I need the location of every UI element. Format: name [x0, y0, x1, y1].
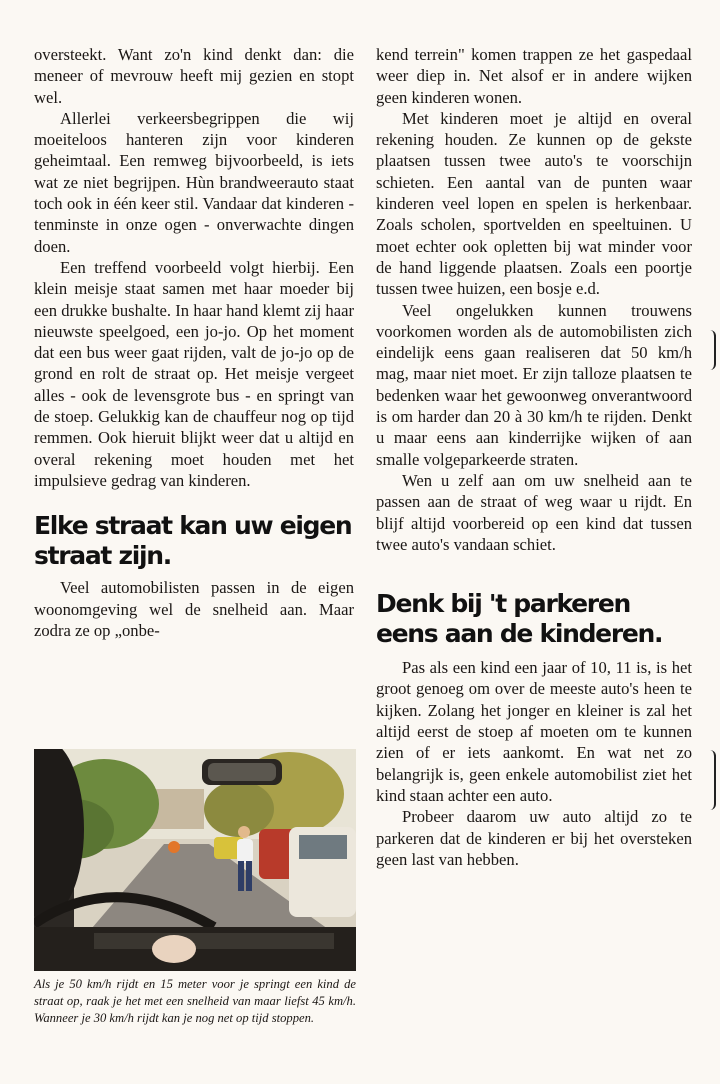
paragraph: kend terrein" komen trappen ze het gaspedaal weer diep in. Net alsof er in andere wijken geen kinderen wonen.: [376, 45, 692, 107]
page-edge-mark: [708, 330, 716, 370]
paragraph: Allerlei verkeersbegrippen die wij moeiteloos hanteren zijn voor kinderen geheimtaal. Een remweg bijvoorbeeld, is iets wat ze niet begrijpen. Hùn brandweerauto staat toch ook in één keer stil. Vandaar dat kinderen - tenminste in onze ogen - onverwachte dingen doen.: [34, 108, 354, 256]
paragraph: Probeer daarom uw auto altijd zo te parkeren dat de kinderen er bij het oversteken geen last van hebben.: [376, 807, 692, 869]
page-edge-mark: [708, 750, 716, 810]
left-column: [34, 44, 354, 641]
section-heading: Elke straat kan uw eigen straat zijn.: [34, 511, 352, 571]
paragraph: Wen u zelf aan om uw snelheid aan te passen aan de straat of weg waar u rijdt. En blijf altijd voorbereid op een kind dat tussen twee auto's vandaan schiet.: [376, 470, 692, 554]
section-heading: Denk bij 't parkeren eens aan de kinderen.: [376, 589, 663, 649]
paragraph: oversteekt. Want zo'n kind denkt dan: die meneer of mevrouw heeft mij gezien en stopt wel.: [34, 45, 354, 107]
paragraph: Veel automobilisten passen in de eigen woonomgeving wel de snelheid aan. Maar zodra ze op „onbe-: [34, 578, 354, 640]
paragraph: Een treffend voorbeeld volgt hierbij. Een klein meisje staat samen met haar moeder bij een drukke bushalte. In haar hand klemt zij haar nieuwste speelgoed, een jo-jo. Op het moment dat een bus weer gaat rijden, valt de jo-jo op de grond en rolt de straat op. Het meisje vergeet alles - ook de levensgrote bus - en springt van de stoep. Gelukkig kan de chauffeur nog op tijd remmen. Ook hieruit blijkt weer dat u altijd en overal rekening moet houden met het impulsieve gedrag van kinderen.: [34, 257, 354, 490]
photo-caption: Als je 50 km/h rijdt en 15 meter voor je springt een kind de straat op, raak je het met een snelheid van maar liefst 45 km/h. Wanneer je 30 km/h rijdt kan je nog net op tijd stoppen.: [34, 977, 356, 1025]
paragraph: Veel ongelukken kunnen trouwens voorkomen worden als de automobilisten zich eindelijk eens gaan realiseren dat 50 km/h mag, maar niet moet. Er zijn talloze plaatsen te bedenken waar het gewoonweg onverantwoord is om harder dan 20 à 30 km/h te rijden. Denkt u maar eens aan kinderrijke wijken of aan smalle volgeparkeerde straten.: [376, 300, 692, 469]
right-column: [376, 44, 692, 870]
paragraph: Met kinderen moet je altijd en overal rekening houden. Ze kunnen op de gekste plaatsen tussen twee auto's te voorschijn schieten. Een aantal van de punten waar kinderen veel lopen en spelen is herkenbaar. Zoals scholen, sportvelden en speeltuinen. U moet echter ook opletten bij wat minder voor de hand liggende plaatsen. Zoals een poortje tussen twee huizen, een bosje e.d.: [376, 108, 692, 299]
street-photo: [34, 749, 356, 971]
paragraph: Pas als een kind een jaar of 10, 11 is, is het groot genoeg om over de meeste auto's heen te kijken. Zolang het jonger en kleiner is zal het altijd eerst de stoep af moeten om te kunnen zien of er iets aankomt. En wat net zo belangrijk is, geen enkele automobilist ziet het kind staan achter een auto.: [376, 658, 692, 805]
